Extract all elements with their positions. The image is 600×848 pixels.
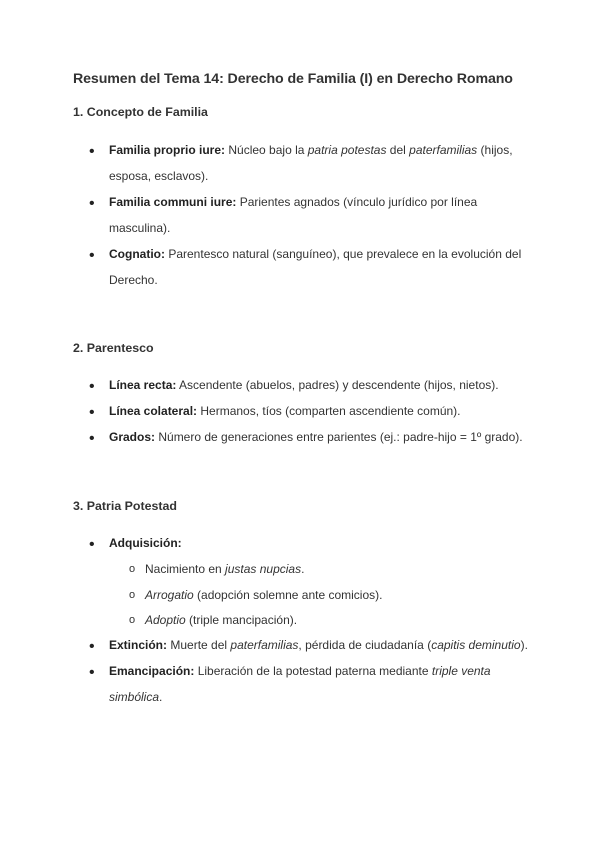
sub-bullet: o: [129, 589, 136, 601]
item-term: Familia communi iure: [109, 195, 233, 209]
item-term: Grados: [109, 430, 152, 444]
bullet: •: [89, 664, 95, 681]
list-item-linea-recta: Línea recta: Ascendente (abuelos, padres) y descendente (hijos, nietos).: [109, 378, 499, 392]
sub-bullet: o: [129, 563, 136, 575]
list-item-familia-communi-iure: Familia communi iure: Parientes agnados (vínculo jurídico por línea masculina).: [109, 195, 478, 235]
list-item-adquisicion: Adquisición:: [109, 536, 182, 550]
sub-list-item-adoptio: Adoptio (triple mancipación).: [145, 613, 298, 627]
list-item-cognatio: Cognatio: Parentesco natural (sanguíneo), que prevalece en la evolución del Derecho.: [109, 247, 522, 287]
bullet: •: [89, 195, 95, 212]
item-term: Línea recta: [109, 378, 173, 392]
bullet: •: [89, 247, 95, 264]
bullet: •: [89, 536, 95, 553]
item-term: Adquisición: [109, 536, 178, 550]
section-heading-parentesco: 2. Parentesco: [73, 341, 154, 355]
list-item-linea-colateral: Línea colateral: Hermanos, tíos (comparten ascendiente común).: [109, 404, 461, 418]
sub-list-item-nacimiento: Nacimiento en justas nupcias.: [145, 562, 305, 576]
list-item-extincion: Extinción: Muerte del paterfamilias, pérdida de ciudadanía (capitis deminutio).: [109, 638, 528, 652]
item-term: Cognatio: [109, 247, 161, 261]
bullet: •: [89, 378, 95, 395]
item-term: Emancipación: [109, 664, 191, 678]
list-item-emancipacion: Emancipación: Liberación de la potestad paterna mediante triple venta simbólica.: [109, 664, 491, 704]
document-title: Resumen del Tema 14: Derecho de Familia (I) en Derecho Romano: [73, 71, 513, 87]
bullet: •: [89, 430, 95, 447]
sub-bullet: o: [129, 614, 136, 626]
list-item-grados: Grados: Número de generaciones entre parientes (ej.: padre-hijo = 1º grado).: [109, 430, 523, 444]
section-heading-patria-potestad: 3. Patria Potestad: [73, 499, 177, 513]
bullet: •: [89, 638, 95, 655]
bullet: •: [89, 143, 95, 160]
section-heading-concepto: 1. Concepto de Familia: [73, 105, 208, 119]
bullet: •: [89, 404, 95, 421]
sub-list-item-arrogatio: Arrogatio (adopción solemne ante comicios).: [145, 588, 383, 602]
list-item-familia-proprio-iure: Familia proprio iure: Núcleo bajo la patria potestas del paterfamilias (hijos, esposa, esclavos).: [109, 143, 513, 183]
item-term: Familia proprio iure: [109, 143, 222, 157]
item-term: Línea colateral: [109, 404, 194, 418]
item-term: Extinción: [109, 638, 164, 652]
